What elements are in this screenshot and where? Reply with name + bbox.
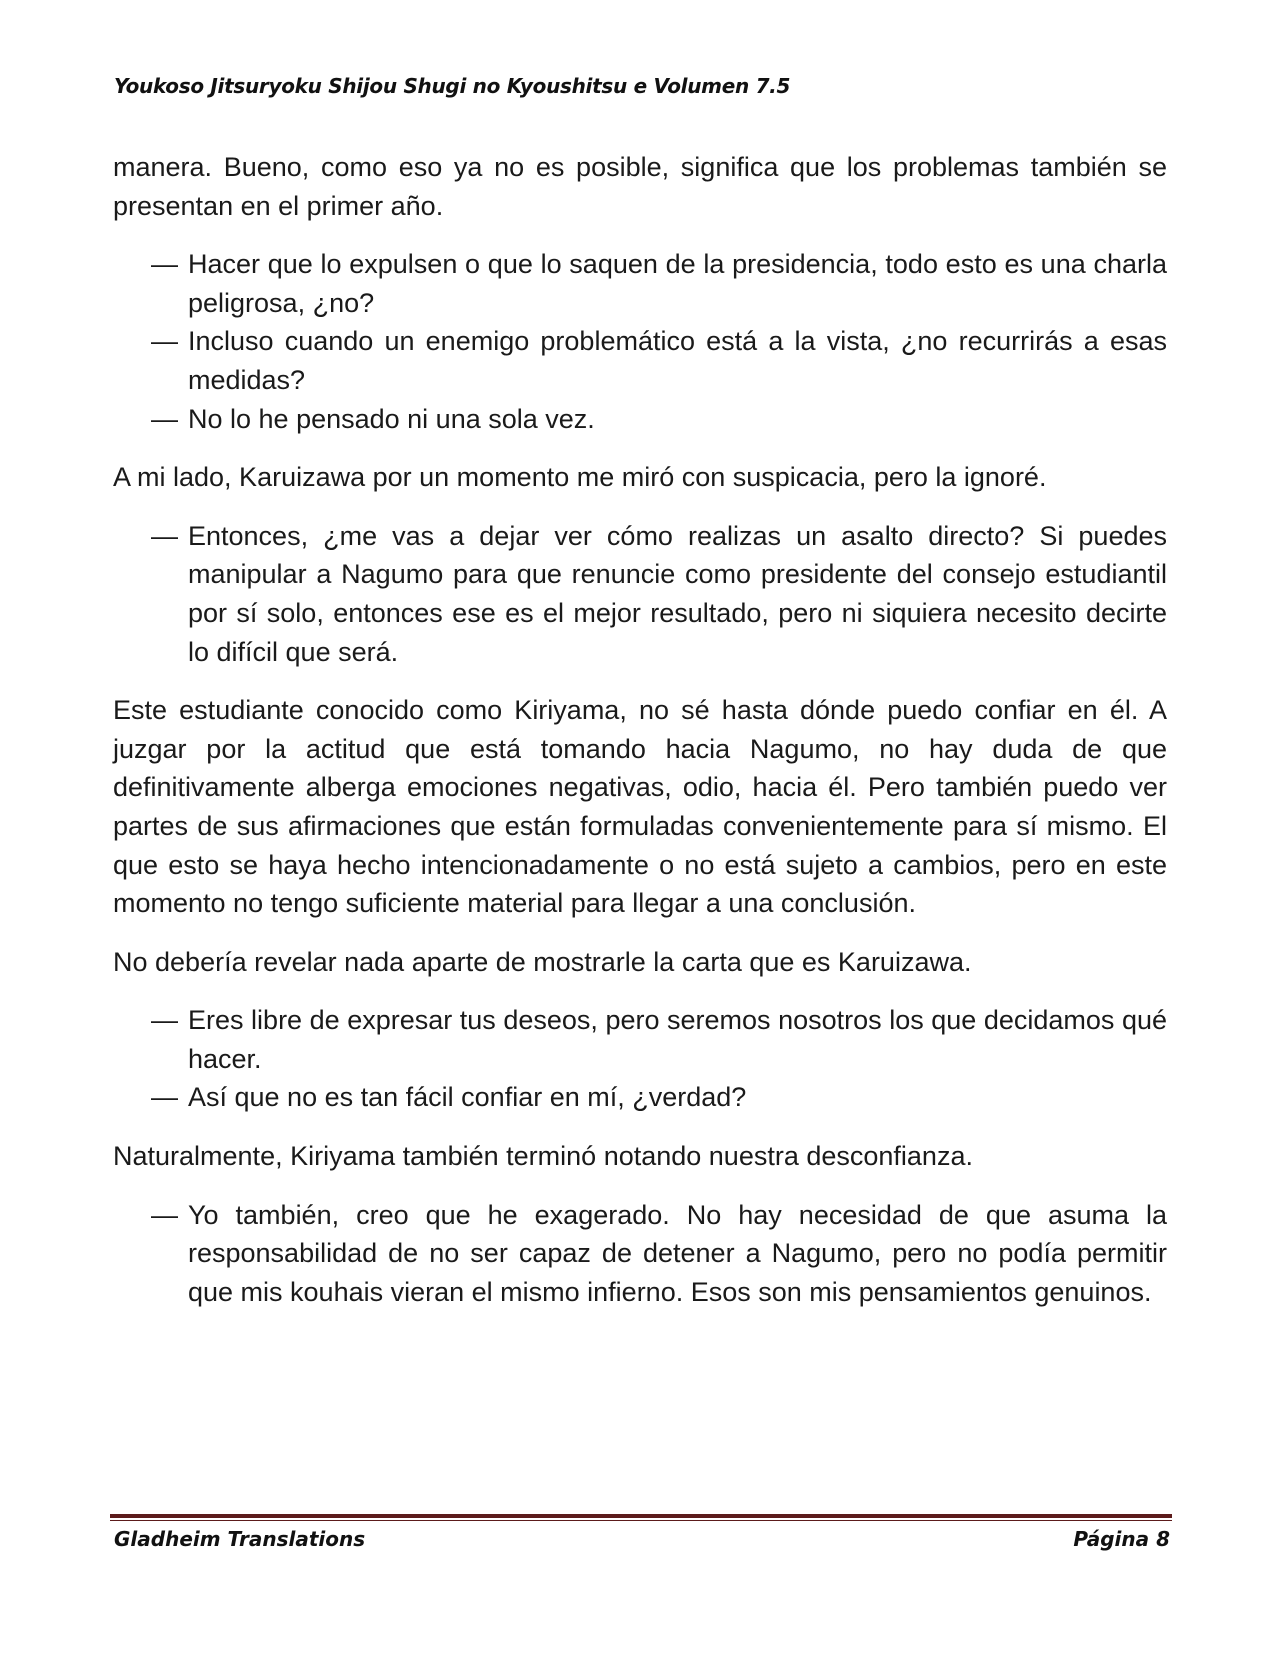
- dialog-group: [113, 1196, 1167, 1312]
- dialog-line: [113, 245, 1167, 322]
- dialog-dash: —: [151, 403, 178, 434]
- dialog-line: [113, 517, 1167, 671]
- dialog-dash: —: [151, 520, 178, 551]
- paragraph: No debería revelar nada aparte de mostrarle la carta que es Karuizawa.: [113, 946, 972, 977]
- dialog-group: [113, 517, 1167, 671]
- dialog-line: [113, 1001, 1167, 1078]
- page-number: Página 8: [1073, 1527, 1170, 1551]
- dialog-text: Yo también, creo que he exagerado. No hay necesidad de que asuma la responsabilidad de no ser capaz de detener a Nagumo, pero no podía permitir que mis kouhais vieran el mismo infierno. Esos son mis pensamientos genuinos.: [188, 1199, 1167, 1307]
- dialog-line: [113, 400, 1167, 439]
- running-header: Youkoso Jitsuryoku Shijou Shugi no Kyoushitsu e Volumen 7.5: [114, 74, 791, 98]
- footer-credit: Gladheim Translations: [114, 1527, 366, 1551]
- dialog-text: Entonces, ¿me vas a dejar ver cómo realizas un asalto directo? Si puedes manipular a Nagumo para que renuncie como presidente del consejo estudiantil por sí solo, entonces ese es el mejor resultado, pero ni siquiera necesito decirte lo difícil que será.: [188, 520, 1167, 667]
- page-body: [113, 148, 1167, 1331]
- footer-divider: [110, 1514, 1172, 1521]
- dialog-group: [113, 1001, 1167, 1117]
- paragraph: manera. Bueno, como eso ya no es posible, significa que los problemas también se presentan en el primer año.: [113, 152, 1167, 221]
- dialog-line: [113, 1078, 1167, 1117]
- paragraph: Naturalmente, Kiriyama también terminó notando nuestra desconfianza.: [113, 1141, 973, 1172]
- dialog-dash: —: [151, 1005, 178, 1036]
- dialog-dash: —: [151, 1199, 178, 1230]
- dialog-dash: —: [151, 326, 178, 357]
- dialog-text: Eres libre de expresar tus deseos, pero seremos nosotros los que decidamos qué hacer.: [188, 1005, 1167, 1074]
- dialog-line: [113, 322, 1167, 399]
- paragraph: A mi lado, Karuizawa por un momento me miró con suspicacia, pero la ignoré.: [113, 462, 1047, 493]
- dialog-dash: —: [151, 249, 178, 280]
- dialog-group: [113, 245, 1167, 438]
- dialog-text: Incluso cuando un enemigo problemático está a la vista, ¿no recurrirás a esas medidas?: [188, 326, 1167, 395]
- dialog-text: Hacer que lo expulsen o que lo saquen de la presidencia, todo esto es una charla peligrosa, ¿no?: [188, 249, 1167, 318]
- dialog-text: Así que no es tan fácil confiar en mí, ¿verdad?: [188, 1082, 747, 1113]
- dialog-dash: —: [151, 1082, 178, 1113]
- dialog-text: No lo he pensado ni una sola vez.: [188, 403, 595, 434]
- paragraph: Este estudiante conocido como Kiriyama, no sé hasta dónde puedo confiar en él. A juzgar por la actitud que está tomando hacia Nagumo, no hay duda de que definitivamente alberga emociones negativas, odio, hacia él. Pero también puedo ver partes de sus afirmaciones que están formuladas convenientemente para sí mismo. El que esto se haya hecho intencionadamente o no está sujeto a cambios, pero en este momento no tengo suficiente material para llegar a una conclusión.: [113, 695, 1167, 919]
- dialog-line: [113, 1196, 1167, 1312]
